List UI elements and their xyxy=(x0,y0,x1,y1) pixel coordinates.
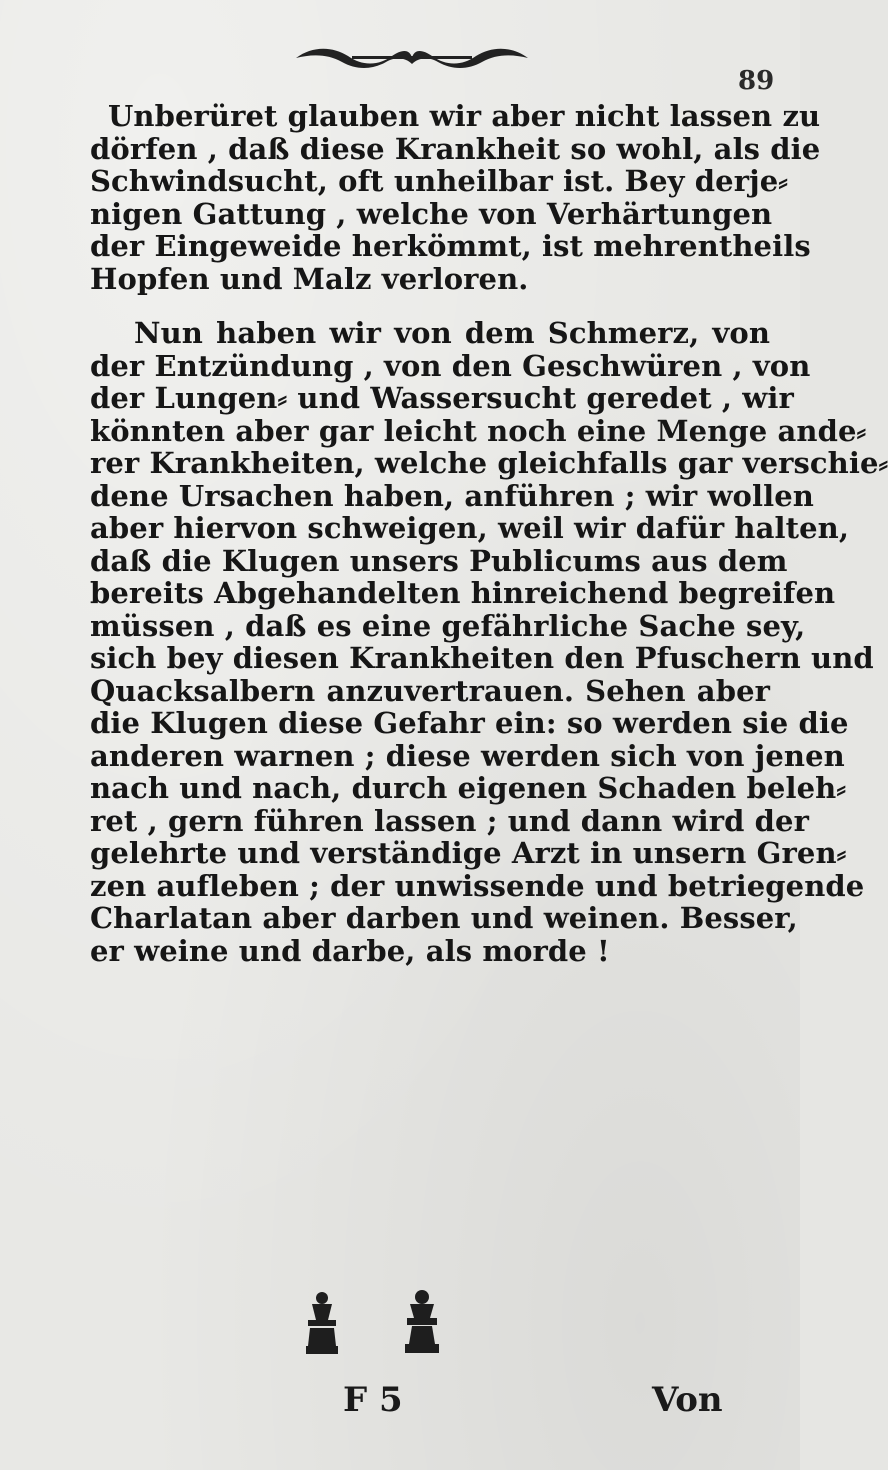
page-number: 89 xyxy=(738,66,775,96)
fleuron-left-icon xyxy=(306,1292,338,1354)
text-line: könnten aber gar leicht noch eine Menge ande⸗ xyxy=(90,413,867,448)
text-line: gelehrte und verständige Arzt in unsern Gren⸗ xyxy=(90,836,847,870)
fleuron-ornaments xyxy=(302,1290,542,1360)
text-line: daß die Klugen unsers Publicums aus dem xyxy=(90,543,788,578)
text-line: Quacksalbern anzuvertrauen. Sehen aber xyxy=(90,673,770,708)
text-line: ret , gern führen lassen ; und dann wird der xyxy=(90,803,809,838)
text-line: nigen Gattung , welche von Verhärtungen xyxy=(90,196,773,231)
paragraph-1 xyxy=(90,99,821,296)
text-line: sich bey diesen Krankheiten den Pfuschern und xyxy=(90,641,874,675)
catchword: Von xyxy=(652,1380,723,1420)
text-line: anderen warnen ; diese werden sich von jenen xyxy=(90,738,845,773)
text-line: bereits Abgehandelten hinreichend begreifen xyxy=(90,576,836,610)
paragraph-2 xyxy=(90,316,888,968)
text-line: Nun haben wir von dem Schmerz, von xyxy=(134,316,770,350)
fleuron-right-icon xyxy=(405,1290,439,1353)
text-line: zen aufleben ; der unwissende und betriegende xyxy=(90,868,865,903)
signature-mark: F 5 xyxy=(343,1380,403,1420)
header-ornament xyxy=(292,44,532,72)
text-line: die Klugen diese Gefahr ein: so werden sie die xyxy=(90,706,849,740)
text-line: der Eingeweide herkömmt, ist mehrentheils xyxy=(90,229,811,263)
text-line: dene Ursachen haben, anführen ; wir wollen xyxy=(90,478,814,513)
text-line: müssen , daß es eine gefährliche Sache sey, xyxy=(90,608,806,643)
text-line: der Entzündung , von den Geschwüren , von xyxy=(90,348,811,383)
text-line: Unberüret glauben wir aber nicht lassen zu xyxy=(108,99,821,133)
text-line: Charlatan aber darben und weinen. Besser, xyxy=(90,901,798,935)
text-line: er weine und darbe, als morde ! xyxy=(90,933,610,968)
text-line: Schwindsucht, oft unheilbar ist. Bey derje⸗ xyxy=(90,164,789,198)
text-line: aber hiervon schweigen, weil wir dafür halten, xyxy=(90,511,850,545)
body-text xyxy=(90,99,888,968)
paragraph-gap xyxy=(90,295,770,317)
text-line: dörfen , daß diese Krankheit so wohl, als die xyxy=(90,131,821,166)
text-line: der Lungen⸗ und Wassersucht geredet , wir xyxy=(90,381,794,415)
text-line: nach und nach, durch eigenen Schaden beleh⸗ xyxy=(90,771,847,805)
text-line: rer Krankheiten, welche gleichfalls gar verschie⸗ xyxy=(90,446,888,480)
text-line: Hopfen und Malz verloren. xyxy=(90,261,529,296)
